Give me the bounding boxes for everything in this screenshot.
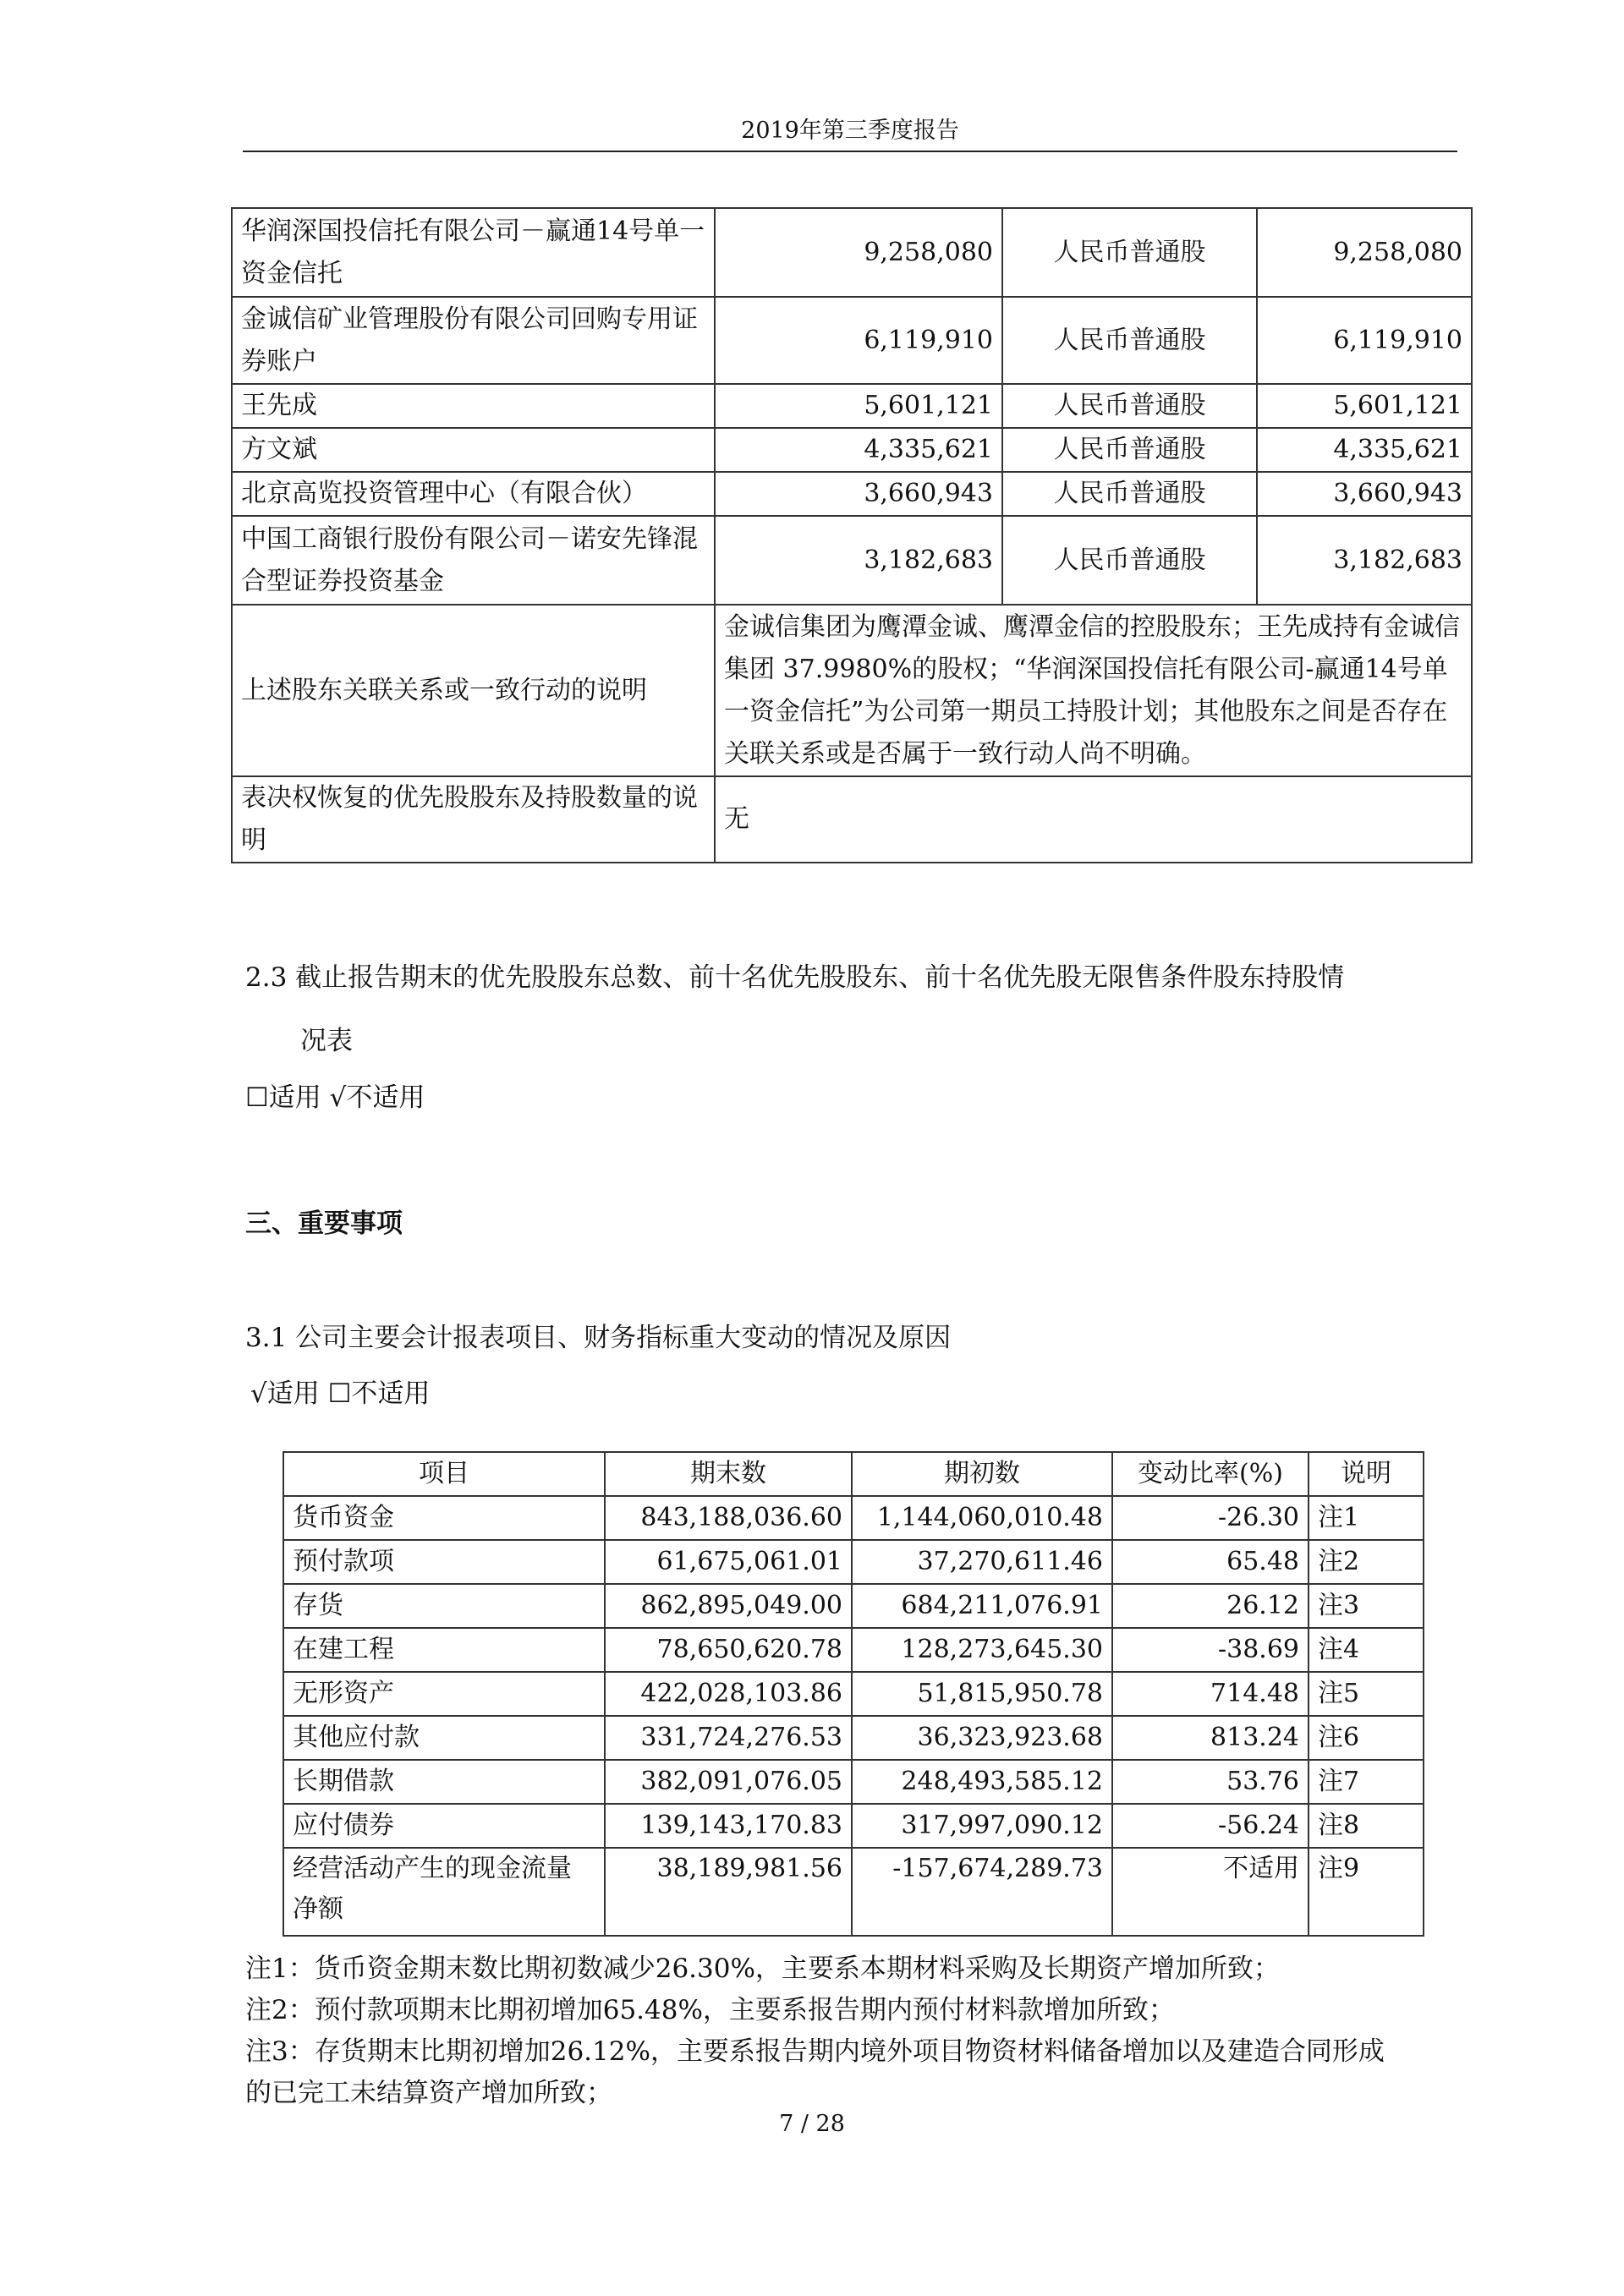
preferred-label: 表决权恢复的优先股股东及持股数量的说明	[232, 776, 715, 863]
column-header: 变动比率(%)	[1112, 1452, 1309, 1496]
begin-balance: 1,144,060,010.48	[852, 1496, 1112, 1540]
share-class: 人民币普通股	[1002, 516, 1257, 605]
shareholder-row	[232, 384, 1472, 428]
header-row	[283, 1452, 1424, 1496]
item: 在建工程	[283, 1628, 605, 1672]
item: 长期借款	[283, 1760, 605, 1804]
note-2: 注2：预付款项期末比期初增加65.48%，主要系报告期内预付材料款增加所致；	[245, 1995, 1175, 2025]
table-row	[283, 1804, 1424, 1848]
end-balance: 862,895,049.00	[605, 1584, 852, 1628]
begin-balance: 128,273,645.30	[852, 1628, 1112, 1672]
share-class: 人民币普通股	[1002, 472, 1257, 516]
end-balance: 843,188,036.60	[605, 1496, 852, 1540]
change-ratio: 不适用	[1112, 1848, 1309, 1936]
item: 无形资产	[283, 1672, 605, 1716]
share-class: 人民币普通股	[1002, 428, 1257, 472]
section-3-title: 三、重要事项	[245, 1208, 403, 1239]
table-row	[283, 1672, 1424, 1716]
change-ratio: 26.12	[1112, 1584, 1309, 1628]
share-count: 5,601,121	[1257, 384, 1472, 428]
change-ratio: 714.48	[1112, 1672, 1309, 1716]
table-row	[283, 1848, 1424, 1936]
end-balance: 382,091,076.05	[605, 1760, 852, 1804]
section-3-1-applicability: √适用 ☐不适用	[250, 1378, 431, 1409]
note-ref: 注2	[1309, 1540, 1424, 1584]
change-ratio: -38.69	[1112, 1628, 1309, 1672]
begin-balance: 248,493,585.12	[852, 1760, 1112, 1804]
end-balance: 38,189,981.56	[605, 1848, 852, 1936]
shareholders-table	[231, 207, 1473, 863]
preferred-row	[232, 776, 1472, 863]
note-ref: 注7	[1309, 1760, 1424, 1804]
table-row	[283, 1584, 1424, 1628]
item: 经营活动产生的现金流量净额	[283, 1848, 605, 1936]
change-ratio: 65.48	[1112, 1540, 1309, 1584]
column-header: 说明	[1309, 1452, 1424, 1496]
share-count: 9,258,080	[1257, 208, 1472, 297]
table-row	[283, 1628, 1424, 1672]
end-balance: 331,724,276.53	[605, 1716, 852, 1760]
note-ref: 注3	[1309, 1584, 1424, 1628]
end-balance: 139,143,170.83	[605, 1804, 852, 1848]
section-2-3-applicability: ☐适用 √不适用	[245, 1082, 425, 1113]
share-count: 4,335,621	[1257, 428, 1472, 472]
note-1: 注1：货币资金期末数比期初数减少26.30%，主要系本期材料采购及长期资产增加所致；	[245, 1954, 1280, 1984]
note-ref: 注9	[1309, 1848, 1424, 1936]
change-ratio: -56.24	[1112, 1804, 1309, 1848]
share-class: 人民币普通股	[1002, 297, 1257, 384]
shareholder-name: 王先成	[232, 384, 715, 428]
shareholder-name: 金诚信矿业管理股份有限公司回购专用证券账户	[232, 297, 715, 384]
shareholder-row	[232, 428, 1472, 472]
share-count: 6,119,910	[1257, 297, 1472, 384]
table-row	[283, 1496, 1424, 1540]
end-balance: 78,650,620.78	[605, 1628, 852, 1672]
shareholder-row	[232, 297, 1472, 384]
end-balance: 61,675,061.01	[605, 1540, 852, 1584]
relation-label: 上述股东关联关系或一致行动的说明	[232, 605, 715, 776]
shareholder-name: 方文斌	[232, 428, 715, 472]
shareholder-name: 北京高览投资管理中心（有限合伙）	[232, 472, 715, 516]
item: 应付债券	[283, 1804, 605, 1848]
relation-row	[232, 605, 1472, 776]
page-number: 7 / 28	[779, 2111, 845, 2137]
financial-changes-table	[283, 1451, 1424, 1937]
column-header: 项目	[283, 1452, 605, 1496]
shares-held: 3,660,943	[715, 472, 1002, 516]
shareholder-row	[232, 516, 1472, 605]
section-2-3-title: 2.3 截止报告期末的优先股股东总数、前十名优先股股东、前十名优先股无限售条件股东持股情	[245, 962, 1345, 993]
column-header: 期末数	[605, 1452, 852, 1496]
begin-balance: 51,815,950.78	[852, 1672, 1112, 1716]
note-ref: 注6	[1309, 1716, 1424, 1760]
relation-text: 金诚信集团为鹰潭金诚、鹰潭金信的控股股东；王先成持有金诚信集团 37.9980%的股权；“华润深国投信托有限公司-赢通14号单一资金信托”为公司第一期员工持股计划；其他股东之间是否存在关联关系或是否属于一致行动人尚不明确。	[715, 605, 1472, 776]
change-ratio: 53.76	[1112, 1760, 1309, 1804]
shareholder-name: 华润深国投信托有限公司－赢通14号单一资金信托	[232, 208, 715, 297]
shares-held: 6,119,910	[715, 297, 1002, 384]
section-2-3-title-cont: 况表	[300, 1026, 353, 1056]
shareholder-name: 中国工商银行股份有限公司－诺安先锋混合型证券投资基金	[232, 516, 715, 605]
shares-held: 3,182,683	[715, 516, 1002, 605]
shareholder-row	[232, 208, 1472, 297]
page-header: 2019年第三季度报告	[741, 118, 959, 144]
table-row	[283, 1760, 1424, 1804]
table-row	[283, 1540, 1424, 1584]
share-class: 人民币普通股	[1002, 384, 1257, 428]
table-row	[283, 1716, 1424, 1760]
section-3-1-title: 3.1 公司主要会计报表项目、财务指标重大变动的情况及原因	[245, 1323, 952, 1353]
shares-held: 9,258,080	[715, 208, 1002, 297]
change-ratio: 813.24	[1112, 1716, 1309, 1760]
share-count: 3,660,943	[1257, 472, 1472, 516]
note-ref: 注8	[1309, 1804, 1424, 1848]
shares-held: 4,335,621	[715, 428, 1002, 472]
item: 其他应付款	[283, 1716, 605, 1760]
begin-balance: 36,323,923.68	[852, 1716, 1112, 1760]
header-rule	[243, 151, 1457, 152]
note-ref: 注4	[1309, 1628, 1424, 1672]
shares-held: 5,601,121	[715, 384, 1002, 428]
end-balance: 422,028,103.86	[605, 1672, 852, 1716]
item: 预付款项	[283, 1540, 605, 1584]
begin-balance: -157,674,289.73	[852, 1848, 1112, 1936]
preferred-text: 无	[715, 776, 1472, 863]
share-count: 3,182,683	[1257, 516, 1472, 605]
begin-balance: 684,211,076.91	[852, 1584, 1112, 1628]
item: 货币资金	[283, 1496, 605, 1540]
note-3: 注3：存货期末比期初增加26.12%，主要系报告期内境外项目物资材料储备增加以及建造合同形成	[245, 2036, 1385, 2067]
column-header: 期初数	[852, 1452, 1112, 1496]
begin-balance: 317,997,090.12	[852, 1804, 1112, 1848]
begin-balance: 37,270,611.46	[852, 1540, 1112, 1584]
share-class: 人民币普通股	[1002, 208, 1257, 297]
shareholder-row	[232, 472, 1472, 516]
note-3-cont: 的已完工未结算资产增加所致；	[245, 2078, 612, 2108]
item: 存货	[283, 1584, 605, 1628]
note-ref: 注1	[1309, 1496, 1424, 1540]
note-ref: 注5	[1309, 1672, 1424, 1716]
change-ratio: -26.30	[1112, 1496, 1309, 1540]
